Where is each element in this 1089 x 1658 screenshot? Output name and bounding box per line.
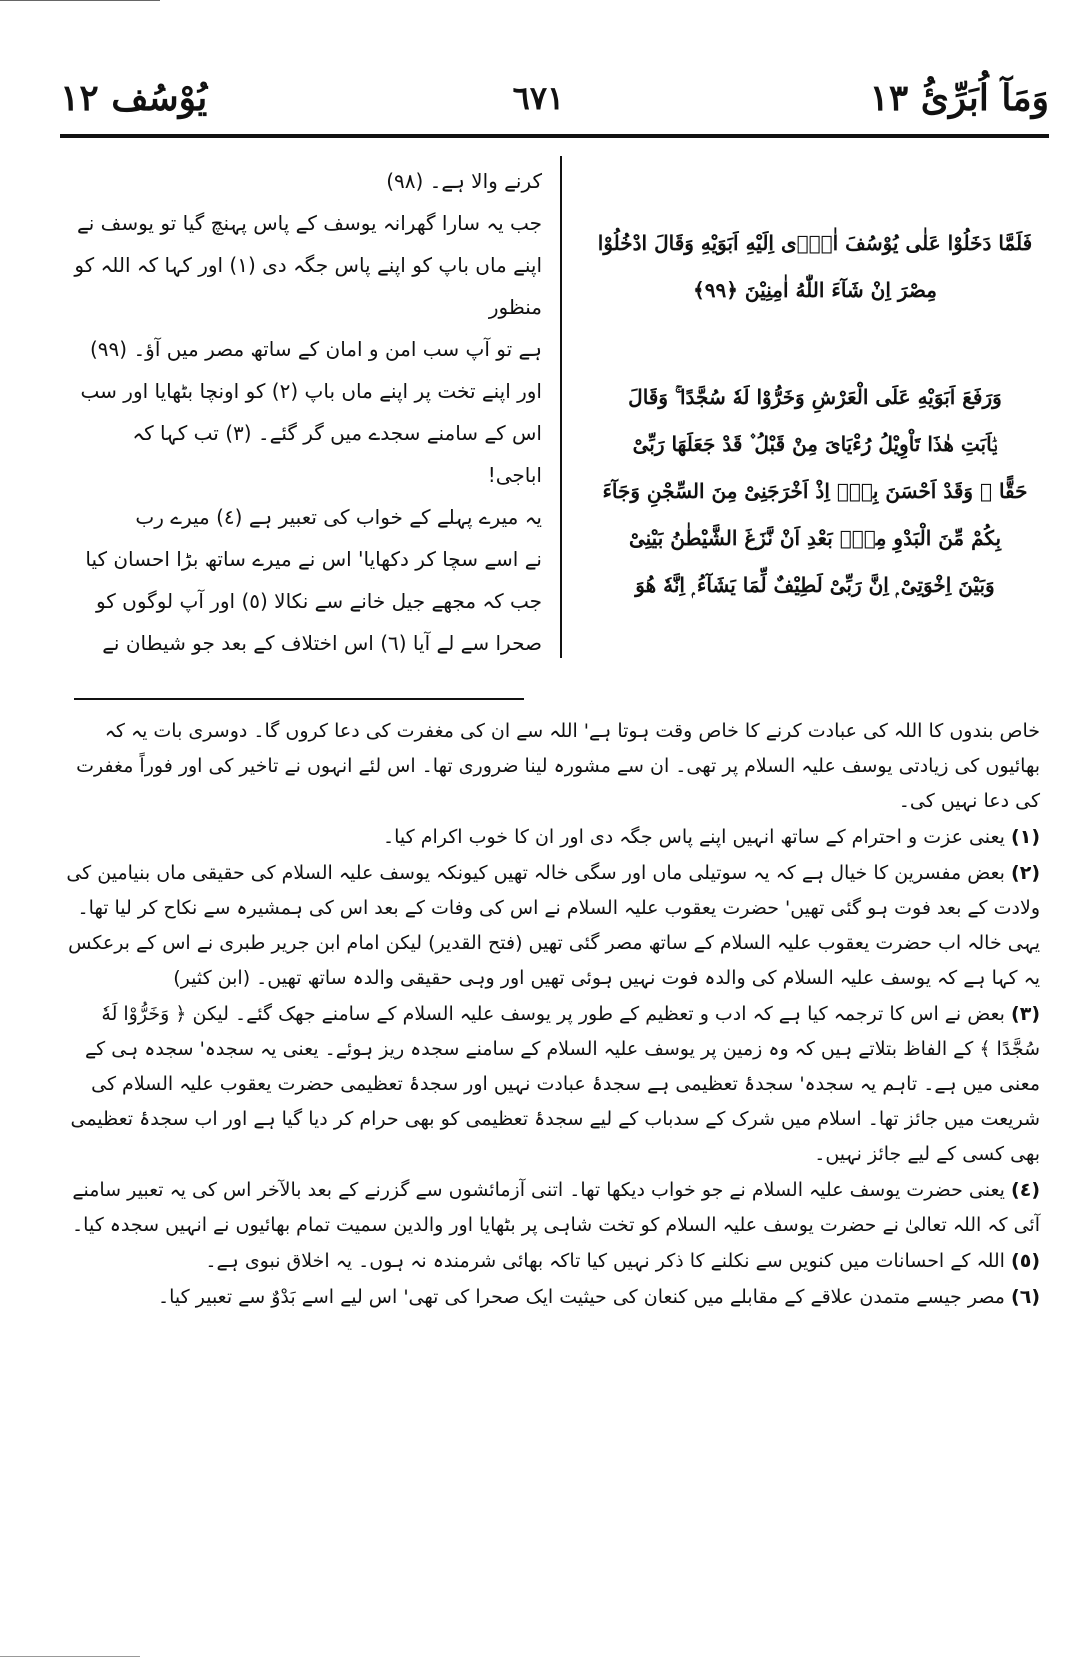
page-header	[60, 68, 1049, 128]
footnote-number: (٥)	[1011, 1250, 1040, 1272]
footnote-text: یعنی عزت و احترام کے ساتھ انہیں اپنے پاس جگہ دی اور ان کا خوب اکرام کیا۔	[382, 826, 1005, 848]
top-edge-rule	[0, 0, 160, 1]
translation-line: یہ میرے پہلے کے خواب کی تعبیر ہے (٤) میرے رب	[135, 505, 542, 529]
translation-line: اس کے سامنے سجدے میں گر گئے۔ (٣) تب کہا کہ اباجی!	[132, 421, 542, 487]
urdu-translation-column	[74, 160, 542, 664]
arabic-text-column	[576, 220, 1054, 609]
para-name-header: وَمَآ اُبَرِّئُ ١٣	[869, 77, 1049, 119]
footnotes	[60, 714, 1040, 1316]
arabic-line: حَقًّا ۭ وَقَدْ اَحْسَنَ بِیْۤ اِذْ اَخْرَجَنِیْ مِنَ السِّجْنِ وَجَآءَ	[602, 479, 1028, 503]
translation-line: کرنے والا ہے۔ (٩٨)	[386, 169, 542, 193]
arabic-line: فَلَمَّا دَخَلُوْا عَلٰی یُوْسُفَ اٰوٰۤی اِلَیْهِ اَبَوَیْهِ وَقَالَ ادْخُلُوْا	[597, 231, 1033, 255]
footnote-text: مصر جیسے متمدن علاقے کے مقابلے میں کنعان کی حیثیت ایک صحرا کی تھی' اس لیے اسے بَدْوٌ سے تعبیر کیا۔	[157, 1286, 1005, 1308]
column-divider	[560, 156, 562, 658]
translation-line: جب کہ مجھے جیل خانے سے نکالا (٥) اور آپ لوگوں کو	[95, 589, 542, 613]
arabic-line: بِكُمْ مِّنَ الْبَدْوِ مِنْۢ بَعْدِ اَنْ نَّزَغَ الشَّیْطٰنُ بَیْنِیْ	[628, 526, 1002, 550]
translation-line: جب یہ سارا گھرانہ یوسف کے پاس پہنچ گیا تو یوسف نے	[77, 211, 542, 235]
surah-name-header: يُوْسُف ١٢	[60, 77, 208, 119]
footnote	[60, 820, 1040, 855]
footnote	[60, 1280, 1040, 1315]
footnote-number: (٢)	[1011, 862, 1040, 884]
arabic-line: یٰۤاَبَتِ هٰذَا تَاْوِیْلُ رُءْیَایَ مِنْ قَبْلُ ۫ قَدْ جَعَلَهَا رَبِّیْ	[632, 432, 998, 456]
translation-line: صحرا سے لے آیا (٦) اس اختلاف کے بعد جو شیطان نے	[102, 631, 542, 655]
translation-line: نے اسے سچا کر دکھایا' اس نے میرے ساتھ بڑا احسان کیا	[85, 547, 542, 571]
translation-line: اور اپنے تخت پر اپنے ماں باپ (٢) کو اونچا بٹھایا اور سب	[80, 379, 542, 403]
footnote	[60, 997, 1040, 1172]
arabic-line: وَرَفَعَ اَبَوَیْهِ عَلَی الْعَرْشِ وَخَرُّوْا لَهٗ سُجَّدًا ۚ وَقَالَ	[628, 385, 1002, 409]
footnote	[60, 1244, 1040, 1279]
footnotes-rule	[74, 698, 524, 700]
arabic-line: وَبَیْنَ اِخْوَتِیْ ۭ اِنَّ رَبِّیْ لَطِیْفٌ لِّمَا یَشَآءُ ۭ اِنَّهٗ هُوَ	[635, 573, 995, 597]
page-number: ٦٧١	[512, 79, 565, 117]
footnote-number: (٣)	[1011, 1003, 1040, 1025]
footnote-text: یعنی حضرت یوسف علیہ السلام نے جو خواب دیکھا تھا۔ اتنی آزمائشوں سے گزرنے کے بعد بالآخر اس کی یہ تعبیر سامنے آئی کہ اللہ تعالیٰ نے حضرت یوسف علیہ السلام کو تخت شاہی پر بٹھایا اور والدین سمیت تمام بھائیوں نے انہیں سجدہ کیا۔	[72, 1179, 1040, 1236]
footnote-continuation	[60, 714, 1040, 819]
footnote-text: اللہ کے احسانات میں کنویں سے نکلنے کا ذکر نہیں کیا تاکہ بھائی شرمندہ نہ ہوں۔ یہ اخلاق نبوی ہے۔	[205, 1250, 1005, 1272]
footnote-number: (٦)	[1011, 1286, 1040, 1308]
footnote-text: بعض نے اس کا ترجمہ کیا ہے کہ ادب و تعظیم کے طور پر یوسف علیہ السلام کے سامنے جھک گئے۔ لیکن ﴿ وَخَرُّوْا لَهٗ سُجَّدًا ﴾ کے الفاظ بتلاتے ہیں کہ وہ زمین پر یوسف علیہ السلام کے سامنے سجدہ ریز ہوئے۔ یعنی یہ سجدہ' سجدہ ہی کے معنی میں ہے۔ تاہم یہ سجدہ' سجدۂ تعظیمی ہے سجدۂ عبادت نہیں اور سجدۂ تعظیمی حضرت یعقوب علیہ السلام کی شریعت میں جائز تھا۔ اسلام میں شرک کے سدباب کے لیے سجدۂ تعظیمی کو بھی حرام کر دیا گیا ہے اور اب سجدۂ تعظیمی بھی کسی کے لیے جائز نہیں۔	[70, 1003, 1040, 1165]
footnote-number: (١)	[1011, 826, 1040, 848]
footnote-text: بعض مفسرین کا خیال ہے کہ یہ سوتیلی ماں اور سگی خالہ تھیں کیونکہ یوسف علیہ السلام کی حقیقی ماں بنیامین کی ولادت کے بعد فوت ہو گئی تھیں' حضرت یعقوب علیہ السلام نے اس کی وفات کے بعد اس کی ہمشیرہ سے نکاح کر لیا تھا۔ یہی خالہ اب حضرت یعقوب علیہ السلام کے ساتھ مصر گئی تھیں (فتح القدیر) لیکن امام ابن جریر طبری نے اس کے برعکس یہ کہا ہے کہ یوسف علیہ السلام کی والدہ فوت نہیں ہوئی تھیں اور وہی حقیقی والدہ ساتھ تھیں۔ (ابن کثیر)	[66, 862, 1040, 989]
translation-line: ہے تو آپ سب امن و امان کے ساتھ مصر میں آؤ۔ (٩٩)	[89, 337, 542, 361]
bottom-edge-rule	[0, 1656, 140, 1657]
footnote	[60, 1173, 1040, 1243]
footnote-number: (٤)	[1011, 1179, 1040, 1201]
footnote-text: خاص بندوں کا اللہ کی عبادت کرنے کا خاص وقت ہوتا ہے' اللہ سے ان کی مغفرت کی دعا کروں گا۔ دوسری بات یہ کہ بھائیوں کی زیادتی یوسف علیہ السلام پر تھی۔ ان سے مشورہ لینا ضروری تھا۔ اس لئے انہوں نے تاخیر کی اور فوراً مغفرت کی دعا نہیں کی۔	[76, 720, 1040, 812]
translation-line: اپنے ماں باپ کو اپنے پاس جگہ دی (١) اور کہا کہ اللہ کو منظور	[74, 253, 542, 319]
footnote	[60, 856, 1040, 996]
header-rule	[60, 134, 1049, 138]
arabic-line: مِصْرَ اِنْ شَآءَ اللّٰهُ اٰمِنِیْنَ ﴿٩٩﴾	[693, 278, 937, 302]
